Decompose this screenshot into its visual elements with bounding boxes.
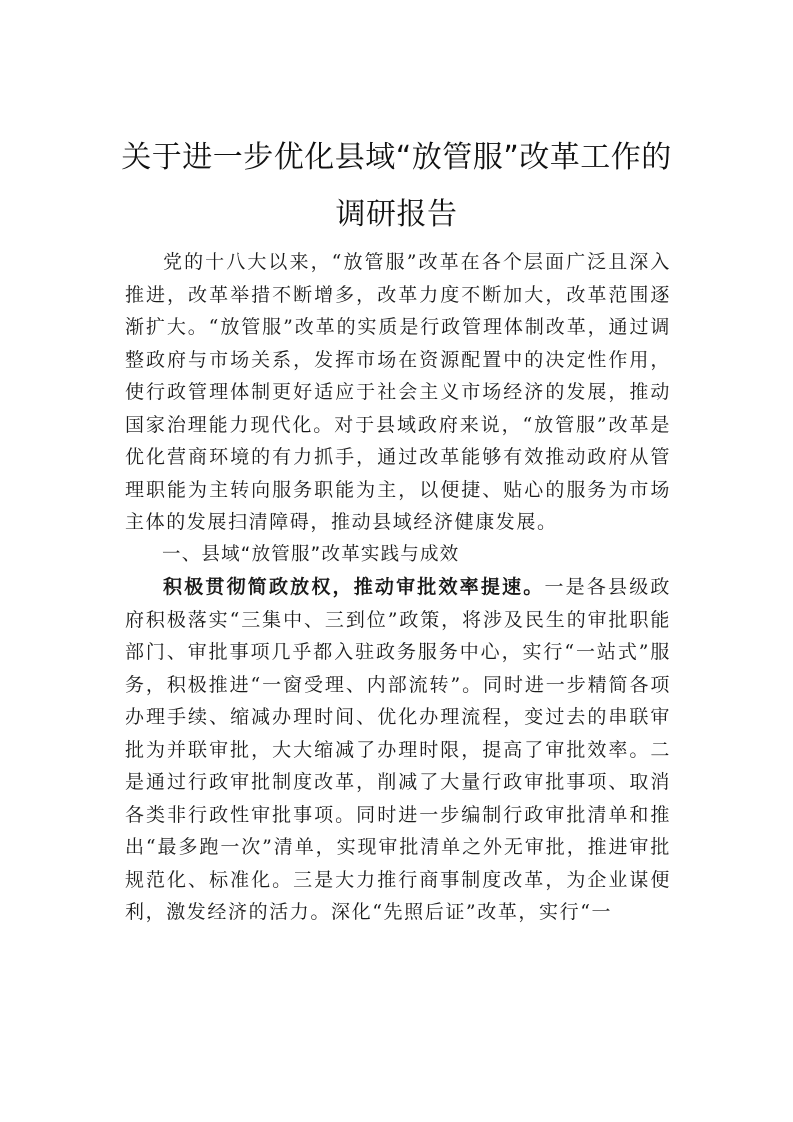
- document-body: [125, 246, 671, 929]
- section-paragraph: [125, 571, 671, 929]
- document-title-line-1: 关于进一步优化县域“放管服”改革工作的: [121, 140, 672, 175]
- intro-paragraph: 党的十八大以来，“放管服”改革在各个层面广泛且深入推进，改革举措不断增多，改革力度不断加大，改革范围逐渐扩大。“放管服”改革的实质是行政管理体制改革，通过调整政府与市场关系，发挥市场在资源配置中的决定性作用，使行政管理体制更好适应于社会主义市场经济的发展，推动国家治理能力现代化。对于县域政府来说，“放管服”改革是优化营商环境的有力抓手，通过改革能够有效推动政府从管理职能为主转向服务职能为主，以便捷、贴心的服务为市场主体的发展扫清障碍，推动县域经济健康发展。: [125, 251, 671, 533]
- paragraph-text: 一是各县级政府积极落实“三集中、三到位”政策，将涉及民生的审批职能部门、审批事项几乎都入驻政务服务中心，实行“一站式”服务，积极推进“一窗受理、内部流转”。同时进一步精简各项办理手续、缩减办理时间、优化办理流程，变过去的串联审批为并联审批，大大缩减了办理时限，提高了审批效率。二是通过行政审批制度改革，削减了大量行政审批事项、取消各类非行政性审批事项。同时进一步编制行政审批清单和推出“最多跑一次”清单，实现审批清单之外无审批，推进审批规范化、标准化。三是大力推行商事制度改革，为企业谋便利，激发经济的活力。深化“先照后证”改革，实行“一: [125, 576, 671, 923]
- paragraph-lead: 积极贯彻简政放权，推动审批效率提速。: [163, 576, 545, 598]
- section-heading: 一、县域“放管服”改革实践与成效: [162, 543, 460, 565]
- document-title-line-2: 调研报告: [335, 197, 458, 232]
